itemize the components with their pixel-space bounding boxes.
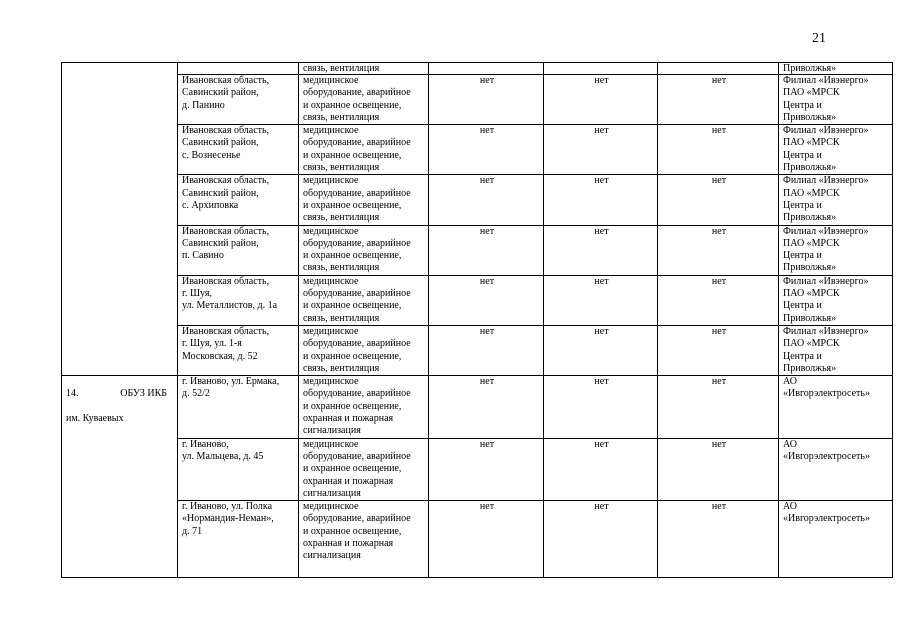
value-cell: нет <box>658 501 779 578</box>
supplier-cell: Филиал «Ивэнерго» ПАО «МРСК Центра и Приволжья» <box>779 325 893 375</box>
value-cell: нет <box>658 438 779 500</box>
address-cell: г. Иваново, ул. Ермака, д. 52/2 <box>178 376 299 438</box>
value-cell: нет <box>544 275 658 325</box>
value-cell: нет <box>429 225 544 275</box>
table-row <box>62 225 893 275</box>
address-cell: Ивановская область, г. Шуя, ул. Металлистов, д. 1а <box>178 275 299 325</box>
document-table <box>61 62 893 578</box>
value-cell <box>429 63 544 75</box>
value-cell: нет <box>658 275 779 325</box>
org-cell <box>62 376 178 578</box>
value-cell: нет <box>429 125 544 175</box>
value-cell: нет <box>658 376 779 438</box>
equipment-cell: медицинское оборудование, аварийное и охранное освещение, связь, вентиляция <box>299 275 429 325</box>
org-number-line <box>66 388 175 400</box>
supplier-cell: Филиал «Ивэнерго» ПАО «МРСК Центра и Приволжья» <box>779 75 893 125</box>
address-cell: г. Иваново, ул. Полка «Нормандия-Неман», д. 71 <box>178 501 299 578</box>
supplier-cell: Филиал «Ивэнерго» ПАО «МРСК Центра и Приволжья» <box>779 125 893 175</box>
value-cell: нет <box>429 376 544 438</box>
address-cell: Ивановская область, Савинский район, д. Панино <box>178 75 299 125</box>
value-cell: нет <box>658 75 779 125</box>
table-row <box>62 175 893 225</box>
value-cell: нет <box>544 376 658 438</box>
table-row <box>62 275 893 325</box>
address-cell: Ивановская область, Савинский район, с. Архиповка <box>178 175 299 225</box>
address-cell: Ивановская область, Савинский район, п. Савино <box>178 225 299 275</box>
value-cell: нет <box>544 225 658 275</box>
supplier-cell: АО «Ивгорэлектросеть» <box>779 376 893 438</box>
value-cell: нет <box>544 175 658 225</box>
equipment-cell: медицинское оборудование, аварийное и охранное освещение, связь, вентиляция <box>299 75 429 125</box>
table-row <box>62 376 893 438</box>
row-number: 14. <box>66 388 79 400</box>
value-cell: нет <box>429 175 544 225</box>
equipment-cell: медицинское оборудование, аварийное и охранное освещение, охранная и пожарная сигнализация <box>299 376 429 438</box>
value-cell: нет <box>429 325 544 375</box>
equipment-cell: связь, вентиляция <box>299 63 429 75</box>
supplier-cell: Филиал «Ивэнерго» ПАО «МРСК Центра и Приволжья» <box>779 175 893 225</box>
value-cell: нет <box>658 125 779 175</box>
table-row <box>62 325 893 375</box>
value-cell: нет <box>429 275 544 325</box>
value-cell: нет <box>429 75 544 125</box>
page-number: 21 <box>812 31 826 46</box>
equipment-cell: медицинское оборудование, аварийное и охранное освещение, связь, вентиляция <box>299 175 429 225</box>
value-cell: нет <box>429 501 544 578</box>
address-cell <box>178 63 299 75</box>
table-row-continuation <box>62 63 893 75</box>
value-cell <box>658 63 779 75</box>
table-row <box>62 125 893 175</box>
value-cell: нет <box>544 325 658 375</box>
table-row <box>62 75 893 125</box>
equipment-cell: медицинское оборудование, аварийное и охранное освещение, связь, вентиляция <box>299 225 429 275</box>
table-row <box>62 501 893 578</box>
value-cell: нет <box>658 175 779 225</box>
address-cell: Ивановская область, Савинский район, с. Вознесенье <box>178 125 299 175</box>
value-cell: нет <box>429 438 544 500</box>
value-cell: нет <box>544 75 658 125</box>
org-cell-previous <box>62 63 178 376</box>
equipment-cell: медицинское оборудование, аварийное и охранное освещение, охранная и пожарная сигнализация <box>299 501 429 578</box>
value-cell: нет <box>544 125 658 175</box>
supplier-cell: АО «Ивгорэлектросеть» <box>779 438 893 500</box>
value-cell: нет <box>544 438 658 500</box>
org-name-second: им. Куваевых <box>66 413 124 425</box>
value-cell: нет <box>544 501 658 578</box>
equipment-cell: медицинское оборудование, аварийное и охранное освещение, связь, вентиляция <box>299 325 429 375</box>
value-cell: нет <box>658 225 779 275</box>
org-name-first: ОБУЗ ИКБ <box>120 388 167 400</box>
address-cell: г. Иваново, ул. Мальцева, д. 45 <box>178 438 299 500</box>
supplier-cell: Приволжья» <box>779 63 893 75</box>
supplier-cell: АО «Ивгорэлектросеть» <box>779 501 893 578</box>
table-row <box>62 438 893 500</box>
value-cell: нет <box>658 325 779 375</box>
equipment-cell: медицинское оборудование, аварийное и охранное освещение, связь, вентиляция <box>299 125 429 175</box>
value-cell <box>544 63 658 75</box>
address-cell: Ивановская область, г. Шуя, ул. 1-я Московская, д. 52 <box>178 325 299 375</box>
supplier-cell: Филиал «Ивэнерго» ПАО «МРСК Центра и Приволжья» <box>779 275 893 325</box>
supplier-cell: Филиал «Ивэнерго» ПАО «МРСК Центра и Приволжья» <box>779 225 893 275</box>
equipment-cell: медицинское оборудование, аварийное и охранное освещение, охранная и пожарная сигнализация <box>299 438 429 500</box>
